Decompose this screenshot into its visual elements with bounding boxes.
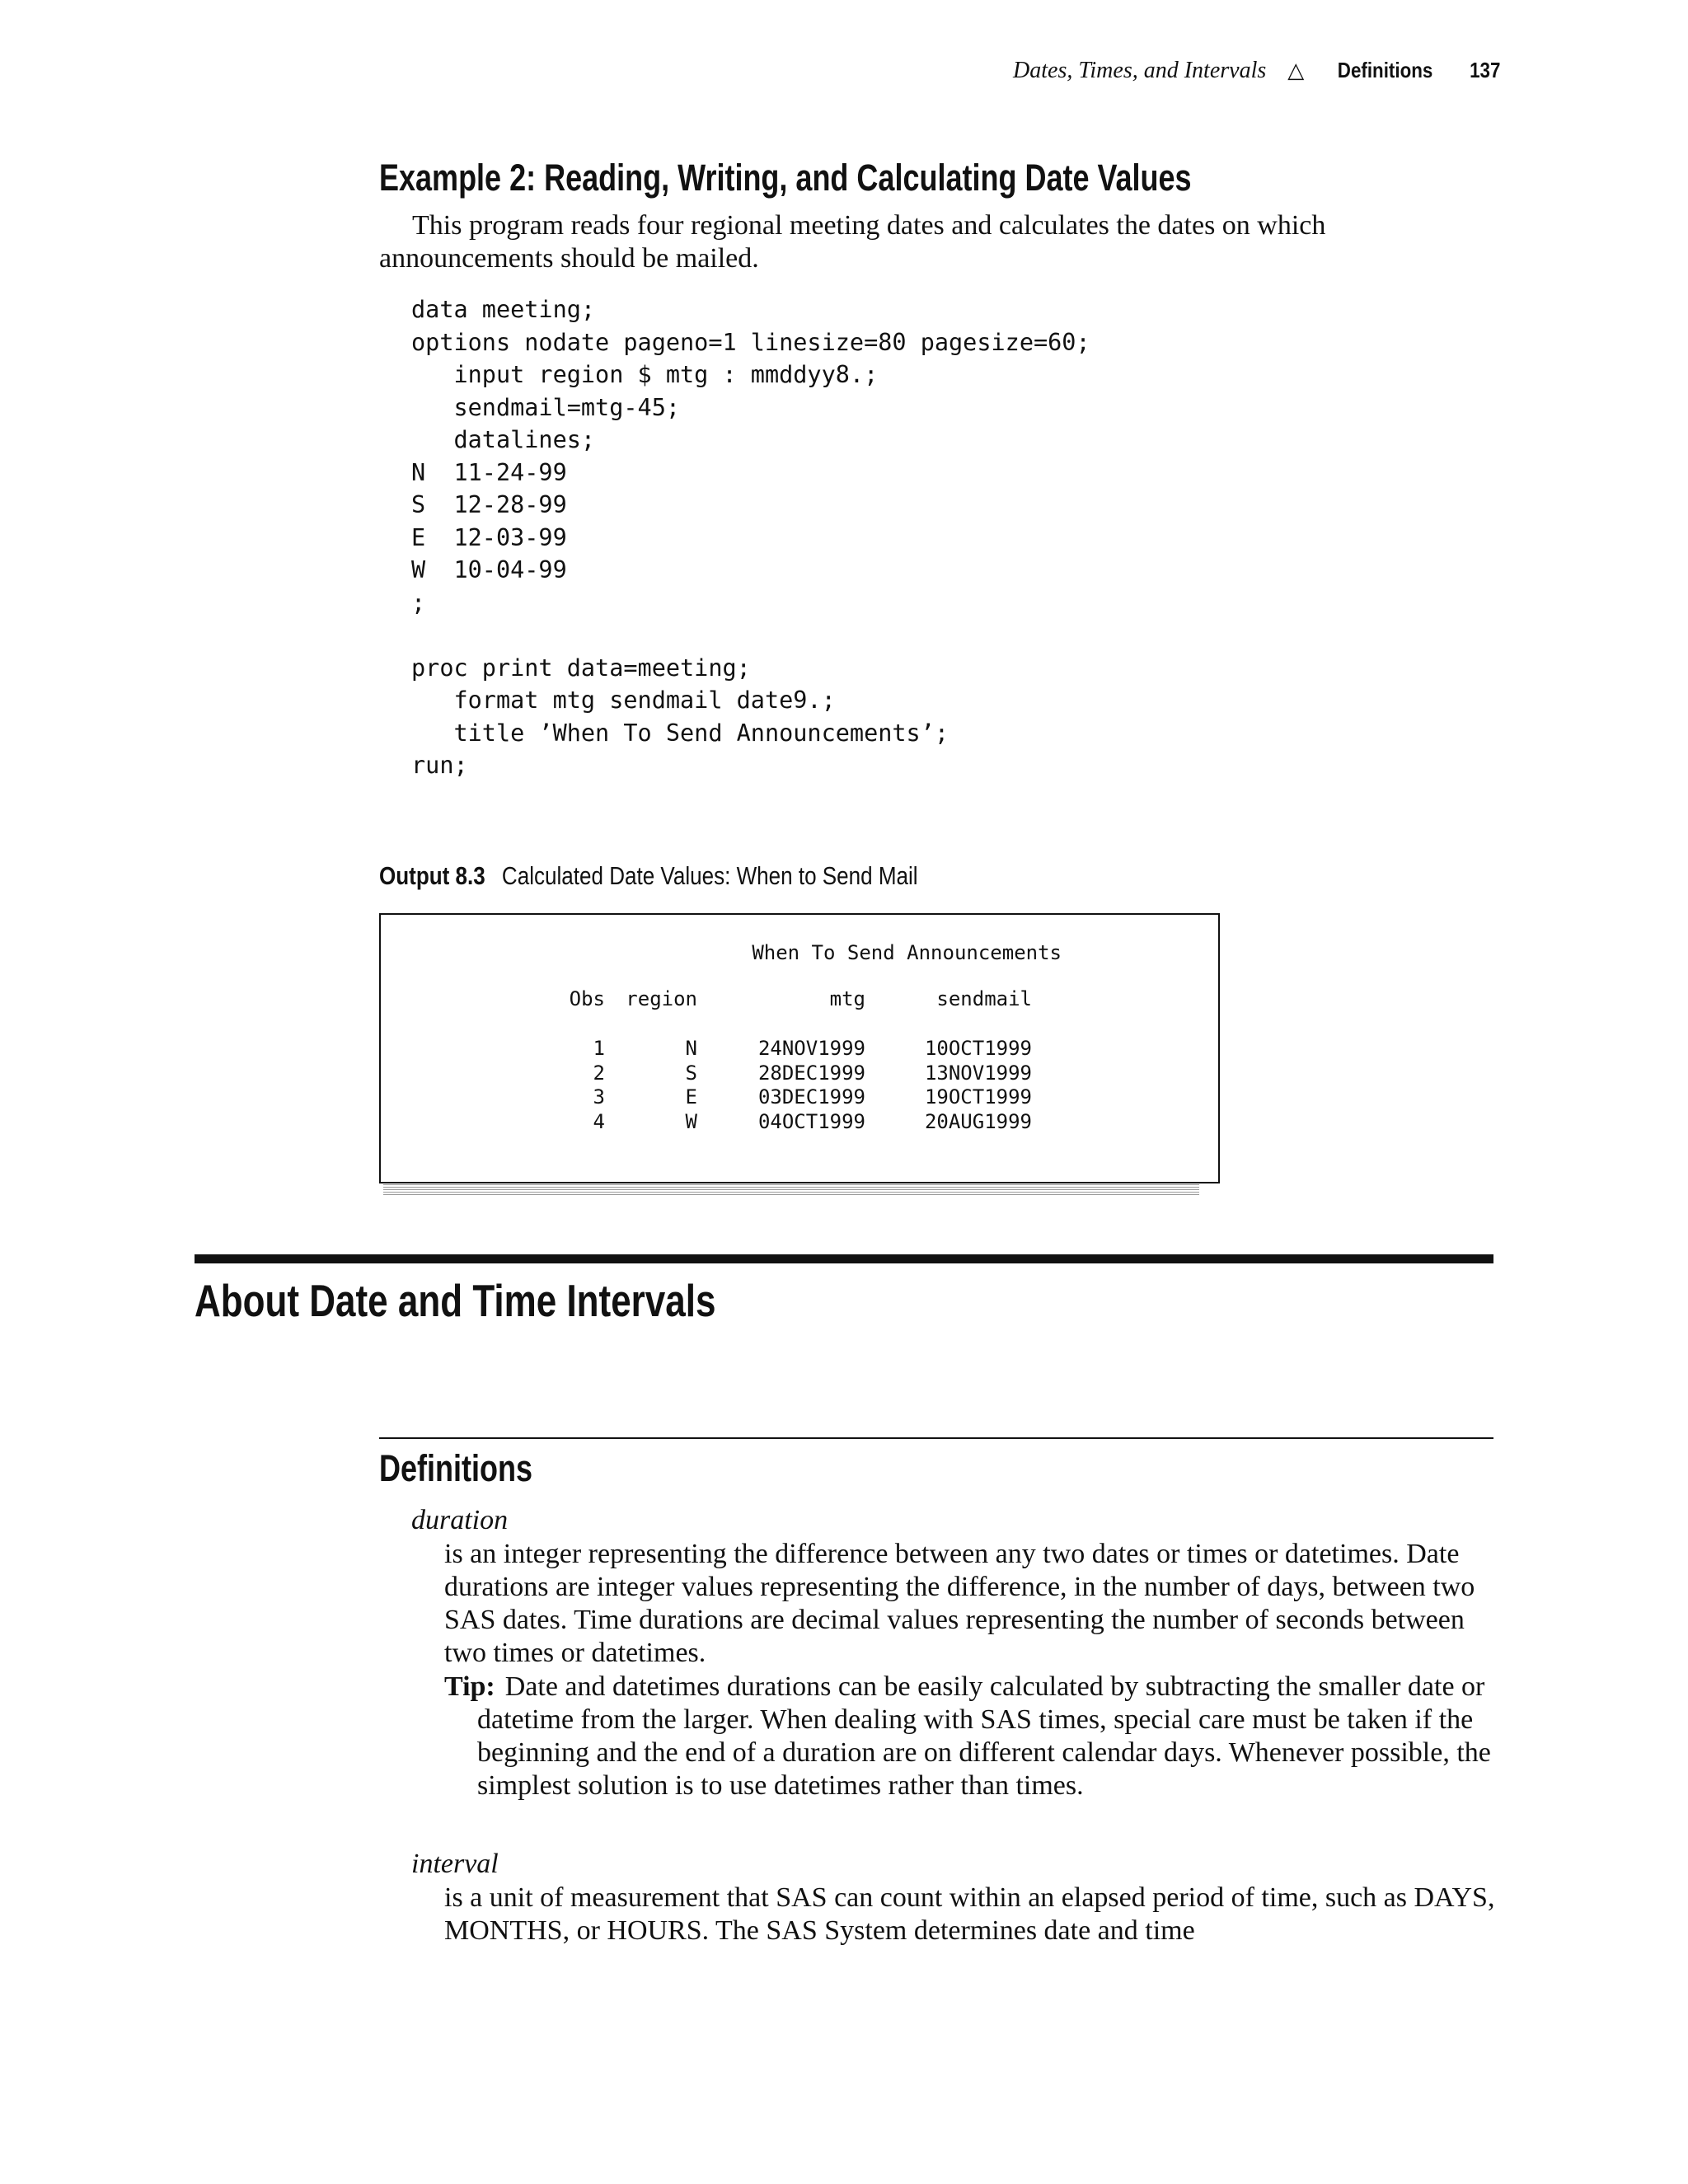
- tip-paragraph: [444, 1671, 1536, 1802]
- output-box-shadow: [383, 1184, 1199, 1196]
- table-row: [381, 1110, 1032, 1135]
- output-table: [381, 987, 1032, 1134]
- definition-term-interval: interval: [411, 1849, 499, 1879]
- cell-obs: 2: [593, 1061, 605, 1085]
- output-box: [379, 913, 1220, 1183]
- running-header-section: Definitions: [1338, 58, 1433, 82]
- sas-code-listing: data meeting; options nodate pageno=1 linesize=80 pagesize=60; input region $ mtg : mmddyy8.; sendmail=mtg-45; datalines; N 11-24-99 S 12-28-99 E 12-03-99 W 10-04-99 ; proc print data=meeting; format mtg sendmail date9.; title ’When To Send Announcements’; run;: [411, 296, 1090, 779]
- cell-mtg: 03DEC1999: [757, 1085, 865, 1108]
- tip-body: Date and datetimes durations can be easily calculated by subtracting the smaller date or datetime from the larger. When dealing with SAS times, special care must be taken if the beginning and the end of a duration are on different calendar days. Whenever possible, the simplest solution is to use datetimes rather than times.: [477, 1671, 1491, 1801]
- table-row: [381, 1085, 1032, 1110]
- cell-obs: 4: [593, 1109, 605, 1133]
- tip-label: Tip:: [444, 1671, 495, 1702]
- output-caption: [379, 861, 918, 891]
- section-heading: About Date and Time Intervals: [195, 1275, 716, 1326]
- cell-region: W: [685, 1109, 697, 1133]
- definition-term-duration: duration: [411, 1505, 509, 1535]
- cell-mtg: 28DEC1999: [757, 1061, 865, 1085]
- running-header: [1013, 58, 1500, 84]
- subsection-rule: [379, 1437, 1493, 1439]
- table-row: [381, 1037, 1032, 1062]
- column-header-sendmail: sendmail: [936, 987, 1032, 1010]
- output-caption-text: Calculated Date Values: When to Send Mail: [501, 861, 918, 890]
- example-intro-paragraph: This program reads four regional meeting dates and calculates the dates on which announcements should be mailed.: [379, 210, 1326, 274]
- output-title: When To Send Announcements: [752, 941, 1062, 964]
- cell-mtg: 24NOV1999: [757, 1037, 865, 1060]
- cell-sendmail: 13NOV1999: [924, 1061, 1032, 1085]
- definition-body-interval: is a unit of measurement that SAS can count within an elapsed period of time, such as DAYS, MONTHS, or HOURS. The SAS System determines date and time: [444, 1882, 1495, 1946]
- triangle-icon: △: [1287, 59, 1305, 83]
- cell-mtg: 04OCT1999: [757, 1109, 865, 1133]
- cell-region: S: [685, 1061, 697, 1085]
- column-header-obs: Obs: [569, 987, 605, 1010]
- cell-sendmail: 19OCT1999: [924, 1085, 1032, 1108]
- cell-sendmail: 20AUG1999: [924, 1109, 1032, 1133]
- table-row: [381, 1062, 1032, 1086]
- cell-obs: 1: [593, 1037, 605, 1060]
- definitions-heading: Definitions: [379, 1447, 532, 1489]
- column-header-region: region: [626, 987, 697, 1010]
- cell-region: N: [685, 1037, 697, 1060]
- section-rule: [195, 1254, 1493, 1263]
- example-heading: Example 2: Reading, Writing, and Calculating Date Values: [379, 157, 1192, 199]
- output-table-spacer-row: [381, 1022, 1032, 1037]
- definition-body-duration: is an integer representing the difference between any two dates or times or datetimes. Date durations are integer values representing the difference, in the number of days, between two SAS dates. Time durations are decimal values representing the number of seconds between two times or datetimes.: [444, 1539, 1475, 1668]
- output-caption-label: Output 8.3: [379, 861, 485, 890]
- cell-sendmail: 10OCT1999: [924, 1037, 1032, 1060]
- cell-region: E: [685, 1085, 697, 1108]
- cell-obs: 3: [593, 1085, 605, 1108]
- running-header-title: Dates, Times, and Intervals: [1013, 58, 1267, 83]
- output-table-header-row: [381, 987, 1032, 1022]
- column-header-mtg: mtg: [829, 987, 865, 1010]
- page-number: 137: [1469, 58, 1500, 82]
